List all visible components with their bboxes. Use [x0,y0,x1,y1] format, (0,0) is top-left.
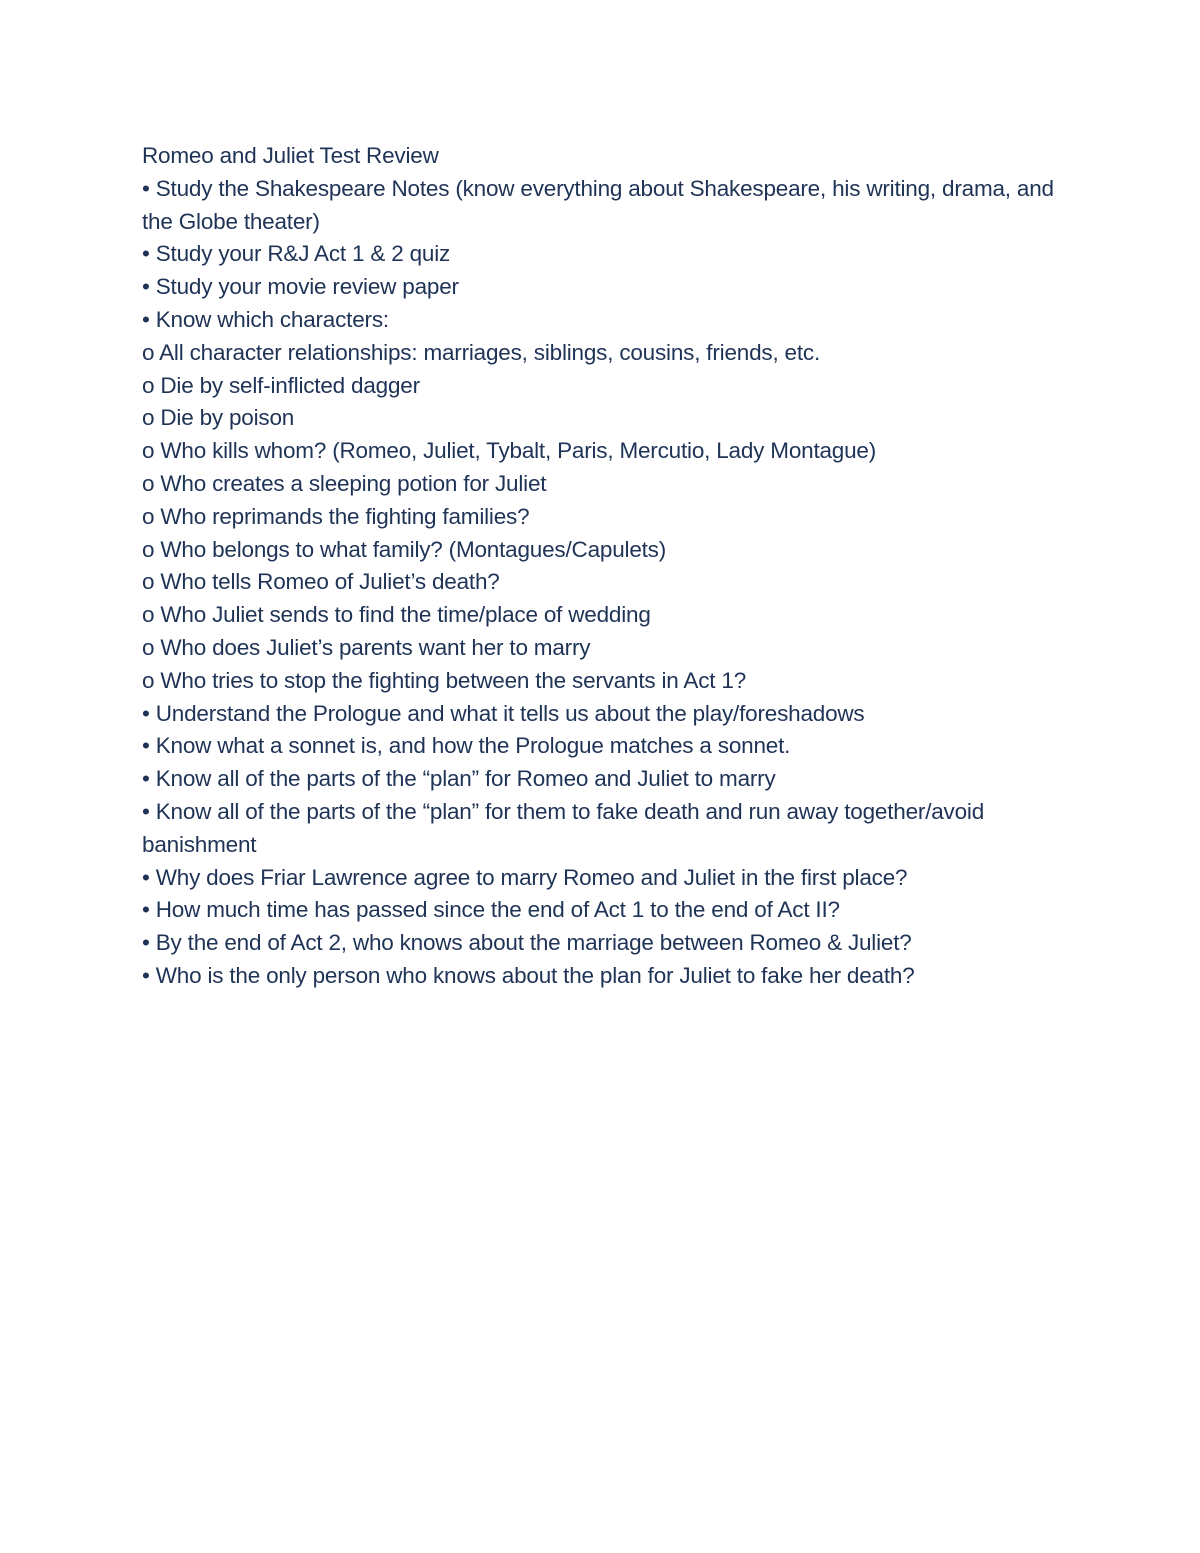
list-item: o Die by poison [142,405,295,431]
list-item: o Who tells Romeo of Juliet’s death? [142,569,500,595]
list-item: o Who belongs to what family? (Montagues/Capulets) [142,536,667,562]
list-item: • By the end of Act 2, who knows about the marriage between Romeo & Juliet? [142,930,912,956]
list-item: o Who does Juliet’s parents want her to marry [142,634,591,660]
list-item: • Understand the Prologue and what it tells us about the play/foreshadows [142,700,865,726]
document-body [142,140,1072,993]
list-item: • Know which characters: [142,306,389,332]
list-item: o Who kills whom? (Romeo, Juliet, Tybalt, Paris, Mercutio, Lady Montague) [142,438,877,464]
list-item: o All character relationships: marriages, siblings, cousins, friends, etc. [142,339,821,365]
list-item: o Die by self-inflicted dagger [142,372,420,398]
list-item: • Study your movie review paper [142,274,459,300]
list-item: • Study the Shakespeare Notes (know everything about Shakespeare, his writing, drama, and the Globe theater) [142,175,1054,234]
list-item: • How much time has passed since the end of Act 1 to the end of Act II? [142,897,840,923]
list-item: • Why does Friar Lawrence agree to marry Romeo and Juliet in the first place? [142,864,908,890]
list-item: o Who tries to stop the fighting between the servants in Act 1? [142,667,747,693]
document-title: Romeo and Juliet Test Review [142,143,439,168]
list-item: • Know all of the parts of the “plan” for them to fake death and run away together/avoid banishment [142,798,985,857]
list-item: • Know what a sonnet is, and how the Prologue matches a sonnet. [142,733,791,759]
list-item: o Who creates a sleeping potion for Juliet [142,470,547,496]
list-item: • Study your R&J Act 1 & 2 quiz [142,241,451,267]
list-item: o Who reprimands the fighting families? [142,503,530,529]
list-item: o Who Juliet sends to find the time/place of wedding [142,602,651,628]
list-item: • Know all of the parts of the “plan” for Romeo and Juliet to marry [142,766,776,792]
list-item: • Who is the only person who knows about the plan for Juliet to fake her death? [142,962,915,988]
